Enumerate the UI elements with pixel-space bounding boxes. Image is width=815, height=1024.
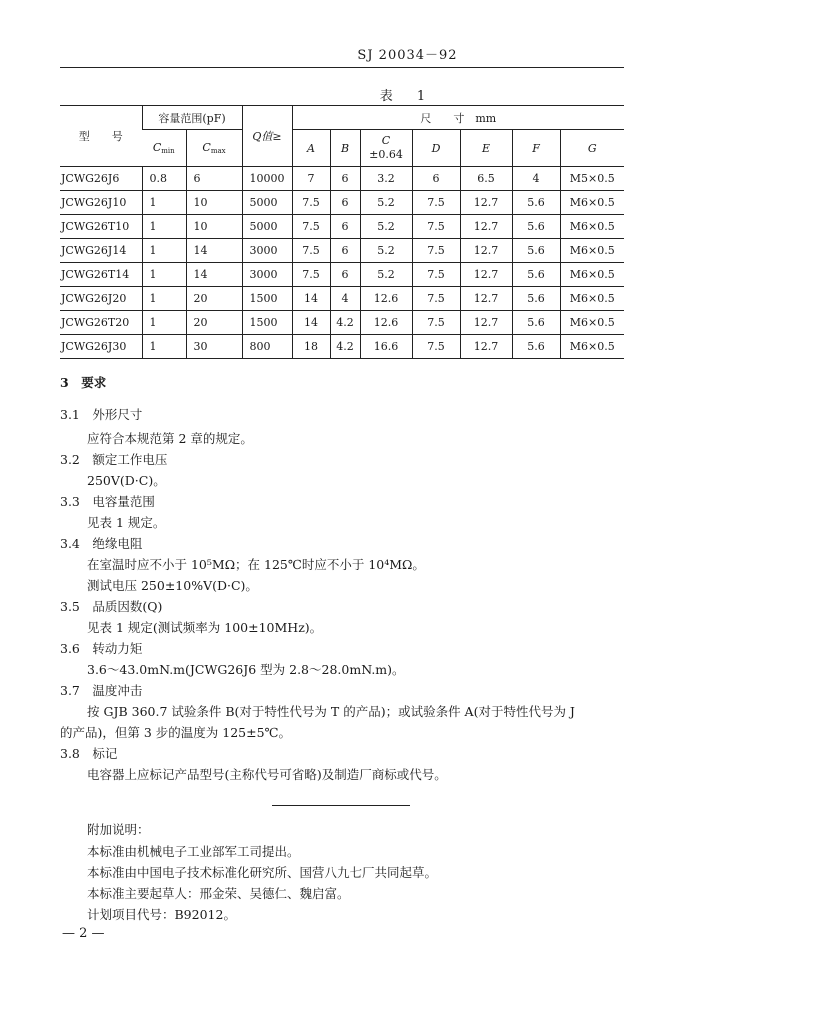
col-cmin-header: $C_{min}$ (142, 130, 186, 167)
cell-b: 6 (330, 215, 360, 239)
cell-f: 5.6 (512, 287, 560, 311)
cell-d: 6 (412, 167, 460, 191)
cell-a: 7 (292, 167, 330, 191)
cell-b: 6 (330, 191, 360, 215)
s37-title: 3.7 温度冲击 (60, 683, 143, 698)
cell-q: 5000 (242, 191, 292, 215)
cell-c: 5.2 (360, 215, 412, 239)
cell-e: 12.7 (460, 335, 512, 359)
cell-g: M6×0.5 (560, 215, 624, 239)
col-dims-header: 尺 寸 mm (292, 106, 624, 130)
spec-table (60, 105, 624, 359)
cell-b: 6 (330, 167, 360, 191)
table-row (60, 191, 624, 215)
table-row (60, 287, 624, 311)
cell-d: 7.5 (412, 239, 460, 263)
cell-a: 7.5 (292, 239, 330, 263)
table-row (60, 167, 624, 191)
cell-cmax: 10 (186, 215, 242, 239)
cell-q: 1500 (242, 311, 292, 335)
cell-q: 3000 (242, 263, 292, 287)
cell-q: 800 (242, 335, 292, 359)
cell-c: 5.2 (360, 191, 412, 215)
cell-cmax: 20 (186, 287, 242, 311)
col-b-header: B (330, 130, 360, 167)
cell-f: 4 (512, 167, 560, 191)
table-row (60, 215, 624, 239)
cell-a: 14 (292, 311, 330, 335)
s37-text-2: 的产品)，但第 3 步的温度为 125±5℃。 (60, 725, 292, 740)
page-number: — 2 — (62, 926, 105, 941)
col-a-header: A (292, 130, 330, 167)
cell-g: M6×0.5 (560, 239, 624, 263)
cell-g: M6×0.5 (560, 287, 624, 311)
cell-f: 5.6 (512, 215, 560, 239)
cell-q: 1500 (242, 287, 292, 311)
notes-line-4: 计划项目代号：B92012。 (87, 907, 236, 922)
cell-cmin: 1 (142, 335, 186, 359)
cell-d: 7.5 (412, 335, 460, 359)
cell-b: 6 (330, 263, 360, 287)
cell-d: 7.5 (412, 215, 460, 239)
table-row (60, 335, 624, 359)
s31-title: 3.1 外形尺寸 (60, 407, 143, 422)
cell-d: 7.5 (412, 287, 460, 311)
s37-text-1: 按 GJB 360.7 试验条件 B(对于特性代号为 T 的产品)；或试验条件 A(对于特性代号为 J (87, 704, 575, 719)
s35-title: 3.5 品质因数(Q) (60, 599, 163, 614)
header-rule (60, 67, 624, 68)
cell-c: 3.2 (360, 167, 412, 191)
cell-q: 5000 (242, 215, 292, 239)
cell-b: 4.2 (330, 335, 360, 359)
s33-title: 3.3 电容量范围 (60, 494, 155, 509)
cell-f: 5.6 (512, 191, 560, 215)
cell-a: 7.5 (292, 263, 330, 287)
cell-cmax: 20 (186, 311, 242, 335)
cell-model: JCWG26T10 (60, 215, 142, 239)
col-q-header: Q值≥ (242, 106, 292, 167)
cell-model: JCWG26J30 (60, 335, 142, 359)
col-e-header: E (460, 130, 512, 167)
s36-text: 3.6～43.0mN.m(JCWG26J6 型为 2.8～28.0mN.m)。 (87, 662, 405, 677)
cell-e: 12.7 (460, 287, 512, 311)
cell-e: 12.7 (460, 191, 512, 215)
cell-cmax: 10 (186, 191, 242, 215)
cell-q: 3000 (242, 239, 292, 263)
col-cap-range-header: 容量范围(pF) (142, 106, 242, 130)
cell-g: M6×0.5 (560, 263, 624, 287)
cell-c: 5.2 (360, 239, 412, 263)
s38-title: 3.8 标记 (60, 746, 118, 761)
col-d-header: D (412, 130, 460, 167)
cell-cmax: 6 (186, 167, 242, 191)
cell-c: 12.6 (360, 311, 412, 335)
cell-e: 12.7 (460, 215, 512, 239)
cell-f: 5.6 (512, 239, 560, 263)
s31-text: 应符合本规范第 2 章的规定。 (87, 431, 253, 446)
s34-text-2: 测试电压 250±10%V(D·C)。 (87, 578, 258, 593)
s36-title: 3.6 转动力矩 (60, 641, 143, 656)
cell-g: M6×0.5 (560, 311, 624, 335)
cell-b: 6 (330, 239, 360, 263)
col-model-header: 型 号 (60, 106, 142, 167)
cell-model: JCWG26J20 (60, 287, 142, 311)
notes-title: 附加说明： (87, 822, 150, 837)
cell-d: 7.5 (412, 311, 460, 335)
cell-b: 4 (330, 287, 360, 311)
cell-e: 12.7 (460, 239, 512, 263)
cell-f: 5.6 (512, 263, 560, 287)
cell-a: 14 (292, 287, 330, 311)
cell-f: 5.6 (512, 335, 560, 359)
cell-cmin: 0.8 (142, 167, 186, 191)
cell-g: M5×0.5 (560, 167, 624, 191)
cell-c: 16.6 (360, 335, 412, 359)
table-row (60, 239, 624, 263)
s34-text-1: 在室温时应不小于 10⁵MΩ；在 125℃时应不小于 10⁴MΩ。 (87, 557, 425, 572)
col-c-header: C ±0.64 (360, 130, 412, 167)
cell-e: 12.7 (460, 263, 512, 287)
cell-model: JCWG26J14 (60, 239, 142, 263)
cell-e: 12.7 (460, 311, 512, 335)
s35-text: 见表 1 规定(测试频率为 100±10MHz)。 (87, 620, 323, 635)
cell-b: 4.2 (330, 311, 360, 335)
col-f-header: F (512, 130, 560, 167)
col-g-header: G (560, 130, 624, 167)
s34-title: 3.4 绝缘电阻 (60, 536, 143, 551)
table-row (60, 311, 624, 335)
cell-cmin: 1 (142, 191, 186, 215)
cell-cmin: 1 (142, 215, 186, 239)
standard-code-header: SJ 20034－92 (357, 48, 458, 63)
cell-model: JCWG26T20 (60, 311, 142, 335)
cell-cmax: 14 (186, 239, 242, 263)
cell-a: 7.5 (292, 191, 330, 215)
cell-g: M6×0.5 (560, 191, 624, 215)
cell-d: 7.5 (412, 263, 460, 287)
cell-cmin: 1 (142, 287, 186, 311)
cell-model: JCWG26J6 (60, 167, 142, 191)
cell-cmax: 30 (186, 335, 242, 359)
s33-text: 见表 1 规定。 (87, 515, 166, 530)
cell-a: 18 (292, 335, 330, 359)
cell-cmin: 1 (142, 239, 186, 263)
cell-c: 5.2 (360, 263, 412, 287)
notes-line-2: 本标准由中国电子技术标准化研究所、国营八九七厂共同起草。 (87, 865, 438, 880)
table-caption: 表 1 (379, 89, 436, 104)
cell-q: 10000 (242, 167, 292, 191)
section-3-heading: 3 要求 (60, 375, 107, 390)
cell-model: JCWG26J10 (60, 191, 142, 215)
cell-g: M6×0.5 (560, 335, 624, 359)
s32-title: 3.2 额定工作电压 (60, 452, 168, 467)
cell-f: 5.6 (512, 311, 560, 335)
cell-d: 7.5 (412, 191, 460, 215)
table-row (60, 263, 624, 287)
cell-model: JCWG26T14 (60, 263, 142, 287)
section-divider (272, 805, 410, 806)
s32-text: 250V(D·C)。 (87, 473, 166, 488)
cell-cmin: 1 (142, 263, 186, 287)
cell-cmin: 1 (142, 311, 186, 335)
cell-c: 12.6 (360, 287, 412, 311)
cell-e: 6.5 (460, 167, 512, 191)
col-cmax-header: $C_{max}$ (186, 130, 242, 167)
cell-cmax: 14 (186, 263, 242, 287)
notes-line-3: 本标准主要起草人：邢金荣、吴德仁、魏启富。 (87, 886, 350, 901)
cell-a: 7.5 (292, 215, 330, 239)
s38-text: 电容器上应标记产品型号(主称代号可省略)及制造厂商标或代号。 (87, 767, 447, 782)
notes-line-1: 本标准由机械电子工业部军工司提出。 (87, 844, 300, 859)
